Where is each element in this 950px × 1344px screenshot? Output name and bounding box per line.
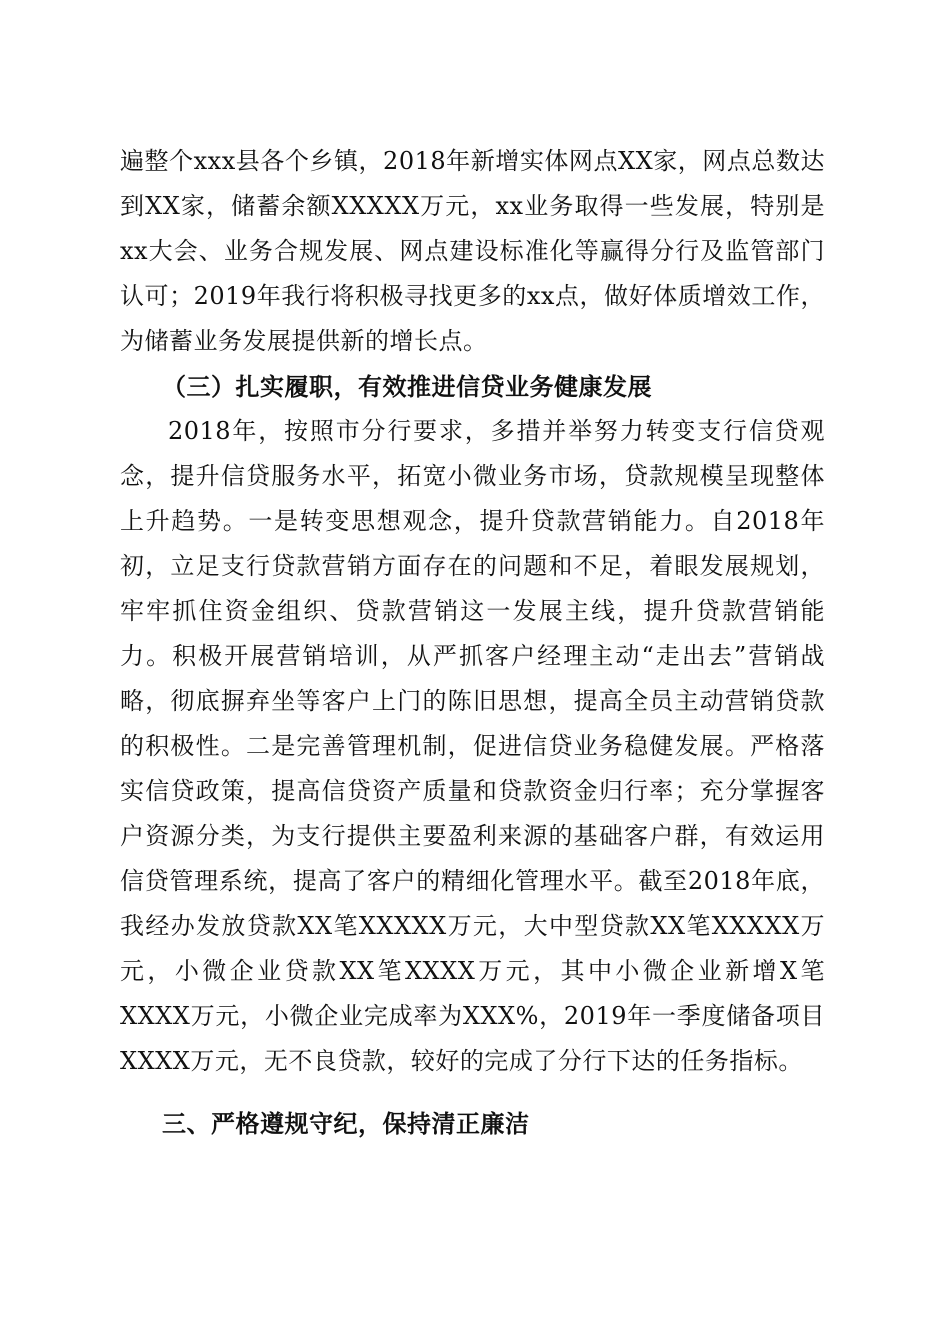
subheading-credit: （三）扎实履职，有效推进信贷业务健康发展 [162,372,652,401]
document-body [120,139,825,1147]
continuation-paragraph: 遍整个xxx县各个乡镇，2018年新增实体网点XX家，网点总数达到XX家，储蓄余额XXXXX万元，xx业务取得一些发展，特别是xx大会、业务合规发展、网点建设标准化等赢得分行及监管部门认可；2019年我行将积极寻找更多的xx点，做好体质增效工作，为储蓄业务发展提供新的增长点。 [120,147,825,355]
section-heading-discipline: 三、严格遵规守纪，保持清正廉洁 [162,1110,530,1138]
credit-paragraph: 2018年，按照市分行要求，多措并举努力转变支行信贷观念，提升信贷服务水平，拓宽小微业务市场，贷款规模呈现整体上升趋势。一是转变思想观念，提升贷款营销能力。自2018年初，立足支行贷款营销方面存在的问题和不足，着眼发展规划，牢牢抓住资金组织、贷款营销这一发展主线，提升贷款营销能力。积极开展营销培训，从严抓客户经理主动“走出去”营销战略，彻底摒弃坐等客户上门的陈旧思想，提高全员主动营销贷款的积极性。二是完善管理机制，促进信贷业务稳健发展。严格落实信贷政策，提高信贷资产质量和贷款资金归行率；充分掌握客户资源分类，为支行提供主要盈利来源的基础客户群，有效运用信贷管理系统，提高了客户的精细化管理水平。截至2018年底，我经办发放贷款XX笔XXXXX万元，大中型贷款XX笔XXXXX万元，小微企业贷款XX笔XXXX万元，其中小微企业新增X笔XXXX万元，小微企业完成率为XXX%，2019年一季度储备项目XXXX万元，无不良贷款，较好的完成了分行下达的任务指标。 [120,417,825,1075]
